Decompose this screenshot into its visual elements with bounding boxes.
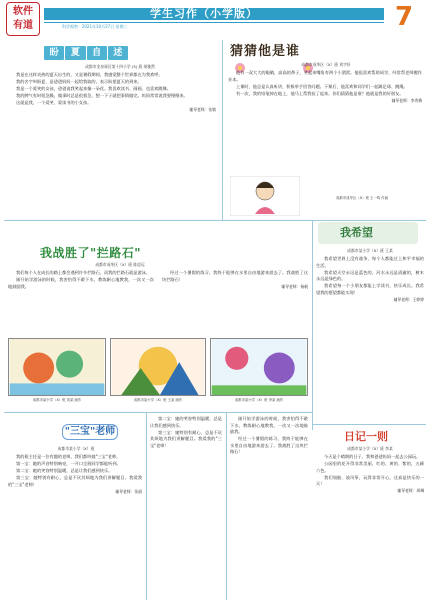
page-number: 7 xyxy=(395,2,414,32)
paper-title: 学生习作（小学版） xyxy=(150,7,258,20)
section1-teacher: 辅导老师：张敏 xyxy=(189,107,216,112)
section1-title: 盼 夏 自 述 xyxy=(44,46,128,60)
drawing-image-2 xyxy=(110,338,206,396)
drawing-image-3 xyxy=(210,338,308,396)
section2-byline: 成都市成华区（X）班 刘宇轩 xyxy=(301,62,351,67)
section5-byline: 成都市某小学（X）班 王某 xyxy=(347,248,393,253)
newspaper-logo: 软件 有道 xyxy=(6,2,40,36)
column-divider xyxy=(312,220,313,430)
section3-title: 我战胜了"拦路石" xyxy=(40,246,142,260)
column-divider xyxy=(146,412,147,600)
section4-continued: 第二宝：她的笑容特别温暖，总是让我们感到快乐。 第三宝：她特别有耐心，总是不厌其烦地为我们讲解题目。我爱我的"三宝"老师！ xyxy=(150,416,222,448)
row-divider xyxy=(312,424,426,425)
section5-body: 我希望世界上没有战争，每个人都能过上和平幸福的生活。 我希望天空永远是蓝色的，河水永远是清澈的，树木永远是绿色的。 我希望每一个小朋友都能上学读书，快乐成长。我希望我的愿望都能实现！ 辅导老师：王婷婷 xyxy=(316,256,424,302)
child-drawing-image xyxy=(230,176,300,216)
row-divider xyxy=(4,220,426,221)
drawing-caption-2: 成都市某小学（X）班 王某 画作 xyxy=(133,398,183,402)
section1-body: 我是在这样炎热的夏天出生的，又是暑假期间，我感觉整个世界都在为我欢呼。 我的名字叫盼夏，是爸爸妈妈一起给我取的，表示盼望夏天的到来。 我是一个爱笑的女孩，爸爸说我笑起来像一朵花。我喜欢读书、画画，也喜欢跳舞。 我的脾气有时很急躁，做事时总是很着急，想一下子就把事情做完。妈妈常常说我要慢慢来。 这就是我，一个爱笑、爱读书的小女孩。 辅导老师：张敏 xyxy=(8,72,216,218)
section2-title: 猜猜他是谁 xyxy=(230,44,301,59)
masthead xyxy=(0,0,430,40)
section3-continued: 刚开始学游泳的时候，我害怕得不敢下水，教练耐心地教我，一次又一次地鼓励我。 经过一个暑假的练习，我终于能够在水里自由地游来游去了。我战胜了这块拦路石！ xyxy=(230,416,308,454)
section4-body: 我的班主任是一位有趣的老师，我们都叫她"三宝"老师。 第一宝：她的声音特别响亮，一开口全班同学都能听到。 第二宝：她的笑容特别温暖，总是让我们感到快乐。 第三宝：她特别有耐心，总是不厌其烦地为我们讲解题目。我爱我的"三宝"老师！ 辅导老师：张丽 xyxy=(8,454,142,494)
column-divider xyxy=(222,40,223,220)
drawing-image-1 xyxy=(8,338,106,396)
section6-teacher: 辅导老师：周琳 xyxy=(397,488,424,493)
section6-title: 日记一则 xyxy=(344,430,388,443)
section2-teacher: 辅导老师：李秀梅 xyxy=(391,97,422,103)
section1-byline: 成都市龙泉驿区第十四小学 (5) 班 胡雅然 xyxy=(85,64,155,69)
section5-title: 我希望 xyxy=(340,226,373,239)
section4-teacher: 辅导老师：张丽 xyxy=(115,488,142,494)
section4-title: "三宝"老师 xyxy=(62,424,118,440)
date-line: 科学观察 · 2021年10月27日 星期三 xyxy=(44,22,384,30)
section3-byline: 成都市成华区（X）班 陈思远 xyxy=(95,262,145,267)
section6-body: 今天是个晴朗的日子，我和爸爸妈妈一起去公园玩。 公园里的花开得非常美丽，红的、黄的、紫的，五颜六色。 我们划船、放风筝，玩得非常开心。这真是快乐的一天！ 辅导老师：周琳 xyxy=(316,454,424,493)
section2-body: 他有一双大大的眼睛，高高的鼻子，笑起来嘴角有两个小酒窝。他很喜欢帮助同学，经常帮老师搬作业本。 上课时，他总是认真听讲，积极举手回答问题。下课后，他喜欢和同学们一起踢足球、跳绳。 有一次，我的铅笔掉在地上，他马上帮我捡了起来。你们猜猜他是谁？他就是我的好朋友。 辅导老师：李秀梅 xyxy=(228,70,422,103)
drawing-caption-3: 成都市某小学（X）班 李某 画作 xyxy=(234,398,284,402)
section6-byline: 成都市某小学（X）班 李某 xyxy=(347,446,393,451)
section5-teacher: 辅导老师：王婷婷 xyxy=(393,296,424,302)
section3-body: 我们每个人在成长的路上都会遇到许多拦路石，而我的拦路石就是游泳。 刚开始学游泳的时候，我害怕得不敢下水，教练耐心地教我，一次又一次地鼓励我。 经过一个暑假的练习，我终于能够在水里自由地游来游去了。我战胜了这块拦路石！ 辅导老师：杨帆 xyxy=(8,270,308,289)
section2-caption: 成都市成华区（X）班 王一鸣 作画 xyxy=(336,196,388,200)
section3-teacher: 辅导老师：杨帆 xyxy=(281,283,308,289)
row-divider xyxy=(4,412,312,413)
column-divider xyxy=(226,412,227,600)
section4-byline: 成都市某小学（X）班 xyxy=(57,446,95,451)
drawing-caption-1: 成都市某小学（X）班 刘某 画作 xyxy=(32,398,82,402)
